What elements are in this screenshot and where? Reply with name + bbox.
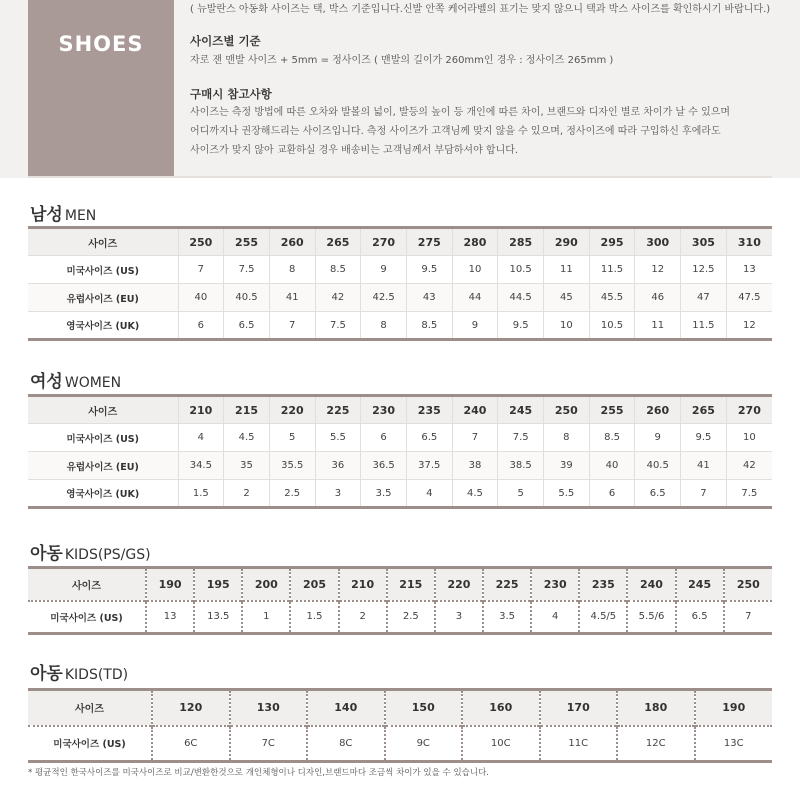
size-cell: 40.5 (635, 452, 681, 480)
size-cell: 8 (269, 256, 315, 284)
size-cell: 9 (635, 424, 681, 452)
size-cell: 3.5 (361, 480, 407, 508)
size-cell: 260 (269, 228, 315, 256)
row-label: 유럽사이즈 (EU) (28, 452, 178, 480)
table-header-row (28, 568, 772, 601)
size-cell: 13 (146, 601, 194, 634)
size-cell: 7 (269, 312, 315, 340)
size-cell: 45 (544, 284, 590, 312)
sizing-basis-title: 사이즈별 기준 (190, 34, 261, 48)
size-cell: 280 (452, 228, 498, 256)
size-cell: 150 (385, 690, 463, 726)
size-cell: 35.5 (269, 452, 315, 480)
size-cell: 1 (242, 601, 290, 634)
size-cell: 225 (483, 568, 531, 601)
table-row (28, 726, 772, 762)
table-row (28, 256, 772, 284)
size-cell: 7.5 (315, 312, 361, 340)
size-cell: 35 (224, 452, 270, 480)
size-cell: 265 (315, 228, 361, 256)
purchase-notes-line: 사이즈가 맞지 않아 교환하실 경우 배송비는 고객님께서 부담하셔야 합니다. (190, 145, 519, 156)
size-cell: 10 (726, 424, 772, 452)
size-cell: 245 (676, 568, 724, 601)
size-cell: 1.5 (178, 480, 224, 508)
size-cell: 6.5 (406, 424, 452, 452)
size-cell: 11.5 (589, 256, 635, 284)
size-cell: 11.5 (681, 312, 727, 340)
size-cell: 215 (224, 396, 270, 424)
table-row (28, 312, 772, 340)
size-cell: 220 (269, 396, 315, 424)
size-cell: 310 (726, 228, 772, 256)
size-cell: 290 (544, 228, 590, 256)
footnote: * 평균적인 한국사이즈를 미국사이즈로 비교/변환한것으로 개인체형이나 디자인,브랜드마다 조금씩 차이가 있을 수 있습니다. (28, 768, 490, 778)
size-cell: 7.5 (224, 256, 270, 284)
size-cell: 300 (635, 228, 681, 256)
size-cell: 275 (406, 228, 452, 256)
size-cell: 42.5 (361, 284, 407, 312)
size-cell: 205 (290, 568, 338, 601)
table-row (28, 601, 772, 634)
size-guide-header (0, 0, 800, 178)
size-cell: 7 (724, 601, 772, 634)
size-cell: 215 (387, 568, 435, 601)
table-row (28, 424, 772, 452)
men-title-en: MEN (64, 208, 97, 224)
size-cell: 3.5 (483, 601, 531, 634)
size-cell: 140 (307, 690, 385, 726)
size-cell: 11C (540, 726, 618, 762)
row-label: 미국사이즈 (US) (66, 265, 139, 277)
size-cell: 8C (307, 726, 385, 762)
size-cell: 245 (498, 396, 544, 424)
size-cell: 46 (635, 284, 681, 312)
size-cell: 240 (627, 568, 675, 601)
size-cell: 305 (681, 228, 727, 256)
purchase-notes-line: 어디까지나 권장해드리는 사이즈입니다. 측정 사이즈가 고객님께 맞지 않을 수 있으며, 정사이즈에 따라 구입하신 후에라도 (190, 126, 721, 137)
size-cell: 200 (242, 568, 290, 601)
size-cell: 4 (406, 480, 452, 508)
kids-td-size-table (28, 688, 772, 763)
size-cell: 9.5 (498, 312, 544, 340)
row-label: 유럽사이즈 (EU) (28, 284, 178, 312)
size-cell: 235 (406, 396, 452, 424)
men-section-title (30, 200, 96, 225)
size-cell: 7 (178, 256, 224, 284)
size-cell: 2 (224, 480, 270, 508)
size-cell: 7.5 (726, 480, 772, 508)
size-cell: 40 (178, 284, 224, 312)
size-cell: 4 (531, 601, 579, 634)
size-cell: 41 (269, 284, 315, 312)
size-cell: 40 (589, 452, 635, 480)
divider (28, 176, 772, 178)
kids-psgs-section-title (30, 539, 151, 564)
size-cell: 270 (361, 228, 407, 256)
size-cell: 2.5 (269, 480, 315, 508)
size-cell: 7 (681, 480, 727, 508)
size-cell: 230 (361, 396, 407, 424)
size-cell: 6 (178, 312, 224, 340)
women-title-ko: 여성 (30, 372, 63, 392)
women-section-title (30, 367, 121, 392)
size-cell: 225 (315, 396, 361, 424)
size-cell: 41 (681, 452, 727, 480)
size-cell: 47 (681, 284, 727, 312)
size-cell: 10 (452, 256, 498, 284)
size-cell: 6 (589, 480, 635, 508)
table-row (28, 284, 772, 312)
women-title-en: WOMEN (64, 375, 122, 391)
size-cell: 255 (224, 228, 270, 256)
size-cell: 9C (385, 726, 463, 762)
size-cell: 38.5 (498, 452, 544, 480)
size-cell: 210 (178, 396, 224, 424)
kids-psgs-title-en: KIDS(PS/GS) (64, 547, 151, 563)
size-cell: 43 (406, 284, 452, 312)
size-cell: 285 (498, 228, 544, 256)
row-label: 영국사이즈 (UK) (66, 321, 140, 332)
size-cell: 45.5 (589, 284, 635, 312)
size-cell: 2 (339, 601, 387, 634)
size-cell: 8 (361, 312, 407, 340)
row-label: 사이즈 (28, 568, 146, 601)
size-cell: 5.5/6 (627, 601, 675, 634)
size-cell: 11 (544, 256, 590, 284)
size-cell: 5 (498, 480, 544, 508)
size-cell: 190 (695, 690, 773, 726)
row-label: 사이즈 (28, 690, 152, 726)
size-cell: 44.5 (498, 284, 544, 312)
size-cell: 12 (726, 312, 772, 340)
kids-psgs-size-table (28, 566, 772, 635)
size-cell: 11 (635, 312, 681, 340)
size-cell: 8.5 (589, 424, 635, 452)
row-label: 미국사이즈 (US) (66, 433, 139, 445)
size-cell: 260 (635, 396, 681, 424)
size-cell: 9 (452, 312, 498, 340)
size-cell: 7 (452, 424, 498, 452)
size-cell: 4.5/5 (579, 601, 627, 634)
size-cell: 4.5 (452, 480, 498, 508)
size-cell: 1.5 (290, 601, 338, 634)
size-cell: 7C (230, 726, 308, 762)
size-cell: 210 (339, 568, 387, 601)
purchase-notes-title: 구매시 참고사항 (190, 87, 272, 101)
size-cell: 250 (724, 568, 772, 601)
size-cell: 195 (194, 568, 242, 601)
size-cell: 42 (726, 452, 772, 480)
size-cell: 40.5 (224, 284, 270, 312)
size-cell: 13 (726, 256, 772, 284)
size-cell: 250 (544, 396, 590, 424)
size-cell: 190 (146, 568, 194, 601)
size-cell: 8 (544, 424, 590, 452)
size-cell: 6.5 (224, 312, 270, 340)
size-cell: 255 (589, 396, 635, 424)
size-cell: 8.5 (315, 256, 361, 284)
row-label: 미국사이즈 (US) (50, 612, 123, 624)
row-label: 사이즈 (28, 228, 178, 256)
kids-psgs-title-ko: 아동 (30, 544, 63, 564)
size-cell: 6 (361, 424, 407, 452)
table-header-row (28, 228, 772, 256)
kids-size-notice: ( 뉴발란스 아동화 사이즈는 택, 박스 기준입니다.신발 안쪽 케어라벨의 표기는 맞지 않으니 택과 박스 사이즈를 확인하시기 바랍니다.) (190, 4, 771, 15)
size-cell: 240 (452, 396, 498, 424)
size-cell: 6.5 (635, 480, 681, 508)
size-cell: 38 (452, 452, 498, 480)
size-cell: 295 (589, 228, 635, 256)
size-cell: 10.5 (498, 256, 544, 284)
size-cell: 37.5 (406, 452, 452, 480)
size-cell: 10C (462, 726, 540, 762)
category-box (28, 0, 174, 178)
size-cell: 250 (178, 228, 224, 256)
size-cell: 39 (544, 452, 590, 480)
size-cell: 235 (579, 568, 627, 601)
size-cell: 10 (544, 312, 590, 340)
row-label: 영국사이즈 (UK) (66, 489, 140, 500)
kids-td-section-title (30, 659, 128, 684)
size-cell: 13.5 (194, 601, 242, 634)
size-cell: 220 (435, 568, 483, 601)
size-cell: 160 (462, 690, 540, 726)
size-cell: 9.5 (406, 256, 452, 284)
size-cell: 13C (695, 726, 773, 762)
size-cell: 265 (681, 396, 727, 424)
size-cell: 3 (435, 601, 483, 634)
size-cell: 2.5 (387, 601, 435, 634)
size-cell: 6.5 (676, 601, 724, 634)
table-header-row (28, 690, 772, 726)
size-cell: 4.5 (224, 424, 270, 452)
size-cell: 9 (361, 256, 407, 284)
size-cell: 230 (531, 568, 579, 601)
category-label: SHOES (58, 32, 144, 56)
purchase-notes-line: 사이즈는 측정 방법에 따른 오차와 발볼의 넓이, 발등의 높이 등 개인에 따른 차이, 브랜드와 디자인 별로 차이가 날 수 있으며 (190, 107, 731, 118)
size-cell: 7.5 (498, 424, 544, 452)
size-cell: 12C (617, 726, 695, 762)
size-cell: 36 (315, 452, 361, 480)
size-cell: 6C (152, 726, 230, 762)
size-cell: 34.5 (178, 452, 224, 480)
size-cell: 42 (315, 284, 361, 312)
size-cell: 130 (230, 690, 308, 726)
kids-td-title-en: KIDS(TD) (64, 667, 129, 683)
size-cell: 270 (726, 396, 772, 424)
men-title-ko: 남성 (30, 205, 63, 225)
kids-td-title-ko: 아동 (30, 664, 63, 684)
size-cell: 8.5 (406, 312, 452, 340)
size-cell: 120 (152, 690, 230, 726)
size-cell: 47.5 (726, 284, 772, 312)
size-cell: 3 (315, 480, 361, 508)
size-cell: 44 (452, 284, 498, 312)
size-cell: 36.5 (361, 452, 407, 480)
size-cell: 170 (540, 690, 618, 726)
row-label: 미국사이즈 (US) (53, 739, 126, 751)
table-row (28, 452, 772, 480)
size-cell: 12.5 (681, 256, 727, 284)
table-row (28, 480, 772, 508)
size-cell: 5.5 (544, 480, 590, 508)
size-cell: 12 (635, 256, 681, 284)
size-cell: 5 (269, 424, 315, 452)
size-cell: 9.5 (681, 424, 727, 452)
size-cell: 4 (178, 424, 224, 452)
men-size-table (28, 226, 772, 341)
size-cell: 10.5 (589, 312, 635, 340)
table-header-row (28, 396, 772, 424)
size-cell: 180 (617, 690, 695, 726)
size-cell: 5.5 (315, 424, 361, 452)
row-label: 사이즈 (28, 396, 178, 424)
women-size-table (28, 394, 772, 509)
sizing-basis-text: 자로 잰 맨발 사이즈 + 5mm = 정사이즈 ( 맨발의 길이가 260mm인 경우 : 정사이즈 265mm ) (190, 55, 614, 66)
